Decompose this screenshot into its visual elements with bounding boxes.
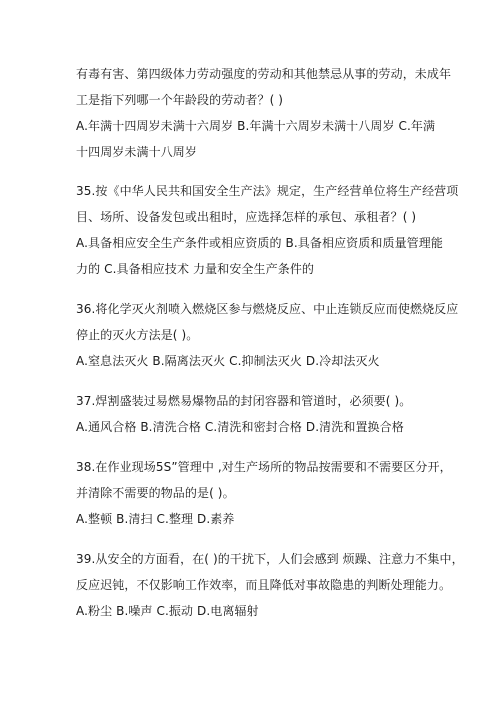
question-35-stem-line-2: 目、场所、设备发包或出租时，应选择怎样的承包、承租者？( ) <box>76 210 417 224</box>
question-35-stem-line-1: 35.按《中华人民共和国安全生产法》规定，生产经营单位将生产经营项 <box>76 184 459 198</box>
question-34-options-line-2: 十四周岁未满十八周岁 <box>76 145 198 159</box>
question-38-options-line-1: A.整顿 B.清扫 C.整理 D.素养 <box>76 512 235 526</box>
question-35-options-line-2: 力的 C.具备相应技术 力量和安全生产条件的 <box>76 262 315 276</box>
question-34-stem-line-2: 工是指下列哪一个年龄段的劳动者？( ) <box>76 93 284 107</box>
question-34-options-line-1: A.年满十四周岁未满十六周岁 B.年满十六周岁未满十八周岁 C.年满 <box>76 119 436 133</box>
question-35-options-line-1: A.具备相应安全生产条件或相应资质的 B.具备相应资质和质量管理能 <box>76 236 443 250</box>
question-39-stem-line-2: 反应迟钝，不仅影响工作效率，而且降低对事故隐患的判断处理能力。 <box>76 578 452 592</box>
question-36-stem-line-1: 36.将化学灭火剂喷入燃烧区参与燃烧反应、中止连锁反应而使燃烧反应 <box>76 302 459 316</box>
question-38-stem-line-1: 38.在作业现场5S”管理中 ,对生产场所的物品按需要和不需要区分开， <box>76 460 452 474</box>
question-36-options-line-1: A.窒息法灭火 B.隔离法灭火 C.抑制法灭火 D.冷却法灭火 <box>76 354 380 368</box>
question-36-stem-line-2: 停止的灭火方法是( )。 <box>76 328 199 342</box>
question-38-stem-line-2: 并清除不需要的物品的是( )。 <box>76 486 235 500</box>
question-34-stem-line-1: 有毒有害、第四级体力劳动强度的劳动和其他禁忌从事的劳动，未成年 <box>76 67 452 81</box>
question-37-stem-line-1: 37.焊割盛装过易燃易爆物品的封闭容器和管道时，必须要( )。 <box>76 394 412 408</box>
question-37-options-line-1: A.通风合格 B.清洗合格 C.清洗和密封合格 D.清洗和置换合格 <box>76 420 404 434</box>
question-39-stem-line-1: 39.从安全的方面看，在( )的干扰下，人们会感到 烦躁、注意力不集中， <box>76 552 464 566</box>
question-39-options-line-1: A.粉尘 B.噪声 C.振动 D.电离辐射 <box>76 604 259 618</box>
